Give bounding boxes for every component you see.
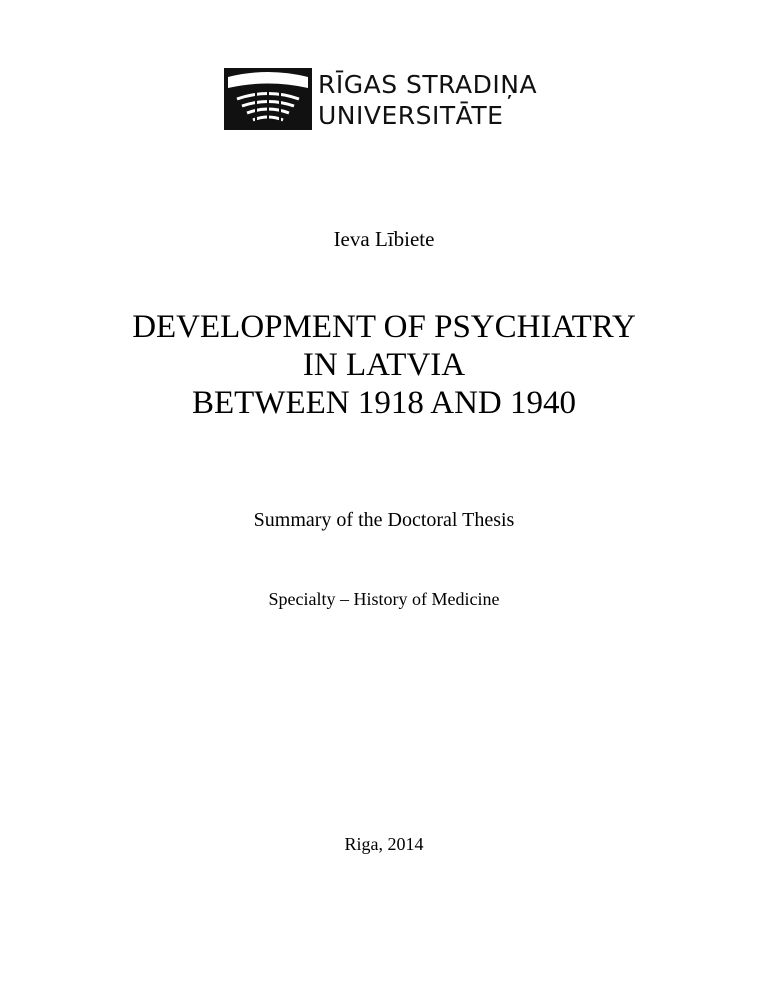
document-subtitle: Summary of the Doctoral Thesis [253,509,515,531]
author-name: Ieva Lībiete [333,227,435,251]
university-logo [224,68,572,132]
specialty-line: Specialty – History of Medicine [268,589,500,609]
thesis-title [0,308,768,422]
thesis-title-line: IN LATVIA [302,347,466,383]
logo-text-line2: UNIVERSITĀTE [318,101,504,130]
university-emblem-icon [224,68,312,130]
logo-text-line1: RĪGAS STRADIŅA [318,70,538,99]
thesis-title-line: DEVELOPMENT OF PSYCHIATRY [132,309,636,345]
thesis-title-line: BETWEEN 1918 AND 1940 [191,385,577,421]
place-and-year: Riga, 2014 [344,834,424,854]
